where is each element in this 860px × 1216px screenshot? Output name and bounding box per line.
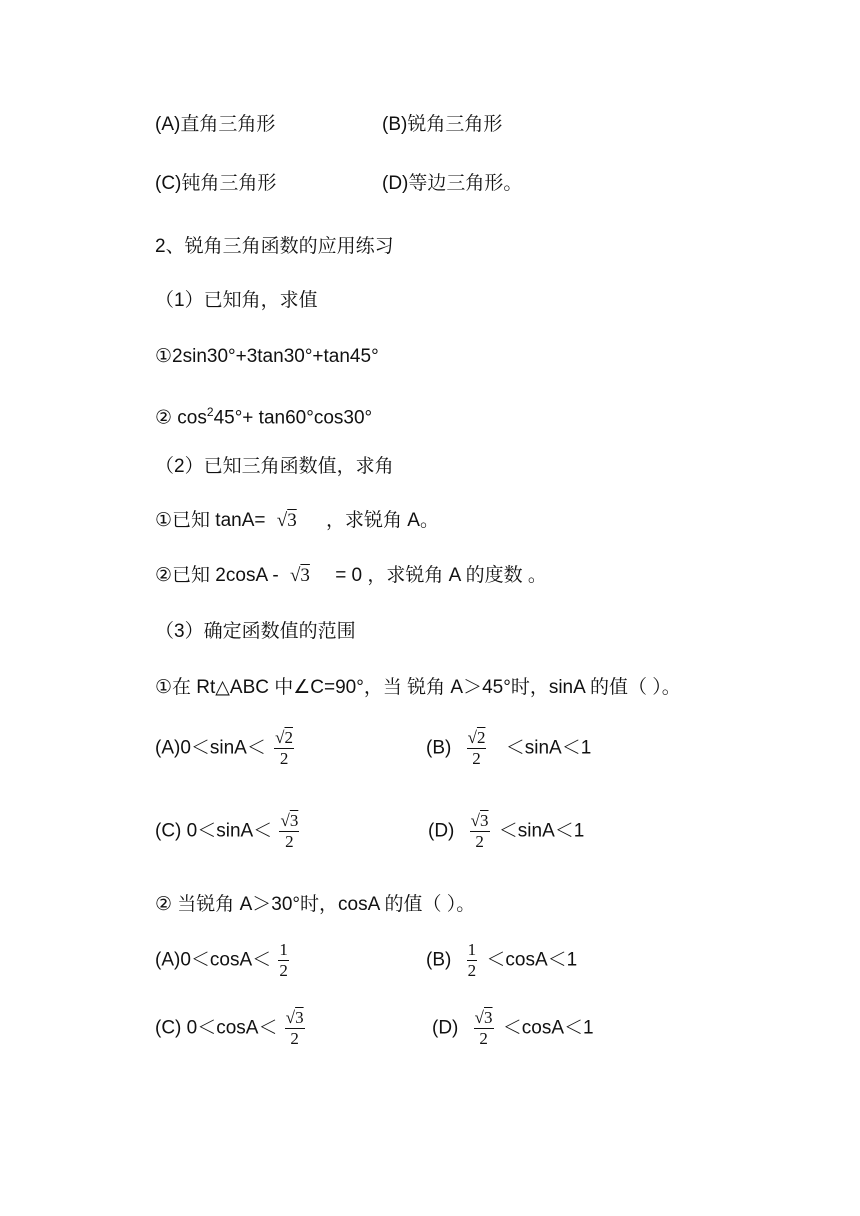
option-suffix: ＜cosA＜1: [486, 949, 578, 971]
part2-item1: [155, 509, 439, 533]
fraction-numerator: 1: [467, 940, 477, 959]
fraction-denominator: 2: [285, 832, 294, 851]
option-prefix: (A)0＜cosA＜: [155, 949, 272, 971]
fraction-numerator: √2: [275, 728, 293, 747]
fraction: [279, 811, 299, 852]
option-d-equilateral-triangle: (D)等边三角形。: [382, 173, 523, 194]
radicand: 3: [480, 811, 489, 830]
fraction: [470, 811, 490, 852]
option-suffix: ＜sinA＜1: [498, 820, 585, 842]
option-suffix: ＜cosA＜1: [502, 1017, 594, 1039]
part1-title: （1）已知角，求值: [155, 290, 318, 311]
option-b-acute-triangle: (B)锐角三角形: [382, 114, 503, 135]
radicand: 3: [484, 1008, 493, 1027]
fraction-numerator: 1: [279, 940, 288, 959]
fraction-denominator: 2: [279, 961, 288, 980]
part1-item1: ①2sin30°+3tan30°+tan45°: [155, 346, 379, 367]
square-exponent: 2: [206, 405, 214, 419]
fraction-denominator: 2: [279, 749, 289, 768]
fraction-denominator: 2: [467, 961, 477, 980]
part3-q2-option-c: [155, 1008, 307, 1049]
part3-q2-option-b: [426, 940, 577, 981]
part3-q1-option-d: [428, 811, 584, 852]
item2-prefix: ② cos: [155, 407, 207, 429]
fraction-denominator: 2: [475, 832, 484, 851]
fraction: [285, 1008, 305, 1049]
sqrt-expression: √3: [289, 565, 310, 586]
radicand: 2: [476, 728, 486, 747]
part3-q2-stem: ② 当锐角 A＞30°时，cosA 的值（ ）。: [155, 894, 476, 915]
fraction-denominator: 2: [472, 749, 481, 768]
fraction-numerator: √3: [470, 811, 489, 830]
part3-q2-option-a: [155, 940, 291, 981]
option-prefix: (D): [428, 820, 455, 842]
fraction: [274, 728, 294, 769]
option-prefix: (C) 0＜sinA＜: [155, 820, 273, 842]
fraction-numerator: √3: [280, 811, 299, 830]
fraction-denominator: 2: [290, 1029, 299, 1048]
option-prefix: (B): [426, 949, 452, 971]
option-prefix: (A)0＜sinA＜: [155, 737, 266, 759]
radicand: 3: [287, 510, 297, 531]
part3-q1-stem: ①在 Rt△ABC 中∠C=90°，当 锐角 A＞45°时，sinA 的值（ ）。: [155, 677, 681, 698]
part3-q1-option-c: [155, 811, 301, 852]
part3-q1-option-b: [426, 728, 591, 769]
item1-suffix: ，求锐角 A。: [326, 510, 439, 531]
fraction: [474, 1008, 494, 1049]
item2-suffix: = 0 ，求锐角 A 的度数 。: [335, 565, 547, 586]
part2-item2: [155, 564, 547, 588]
part1-item2: [155, 400, 372, 430]
option-prefix: (C) 0＜cosA＜: [155, 1017, 278, 1039]
part3-q2-option-d: [432, 1008, 594, 1049]
radicand: 3: [300, 565, 310, 586]
fraction: [467, 940, 478, 981]
fraction-numerator: √3: [285, 1008, 304, 1027]
fraction-denominator: 2: [479, 1029, 488, 1048]
option-a-right-triangle: (A)直角三角形: [155, 114, 276, 135]
option-prefix: (D): [432, 1017, 459, 1039]
option-c-obtuse-triangle: (C)钝角三角形: [155, 173, 277, 194]
section-title: 2、锐角三角函数的应用练习: [155, 236, 394, 257]
radicand: 3: [289, 811, 299, 830]
fraction-numerator: √2: [467, 728, 486, 747]
part2-title: （2）已知三角函数值，求角: [155, 456, 394, 477]
radicand: 3: [295, 1008, 304, 1027]
item1-prefix: ①已知 tanA=: [155, 510, 266, 531]
fraction: [467, 728, 487, 769]
part3-q1-option-a: [155, 728, 297, 769]
item2-prefix: ②已知 2cosA -: [155, 565, 279, 586]
radicand: 2: [284, 728, 293, 747]
fraction: [278, 940, 289, 981]
part3-title: （3）确定函数值的范围: [155, 621, 356, 642]
option-suffix: ＜sinA＜1: [505, 737, 592, 759]
item2-suffix: 45°+ tan60°cos30°: [213, 407, 373, 429]
fraction-numerator: √3: [474, 1008, 493, 1027]
option-prefix: (B): [426, 737, 452, 759]
sqrt-expression: √3: [276, 510, 297, 531]
